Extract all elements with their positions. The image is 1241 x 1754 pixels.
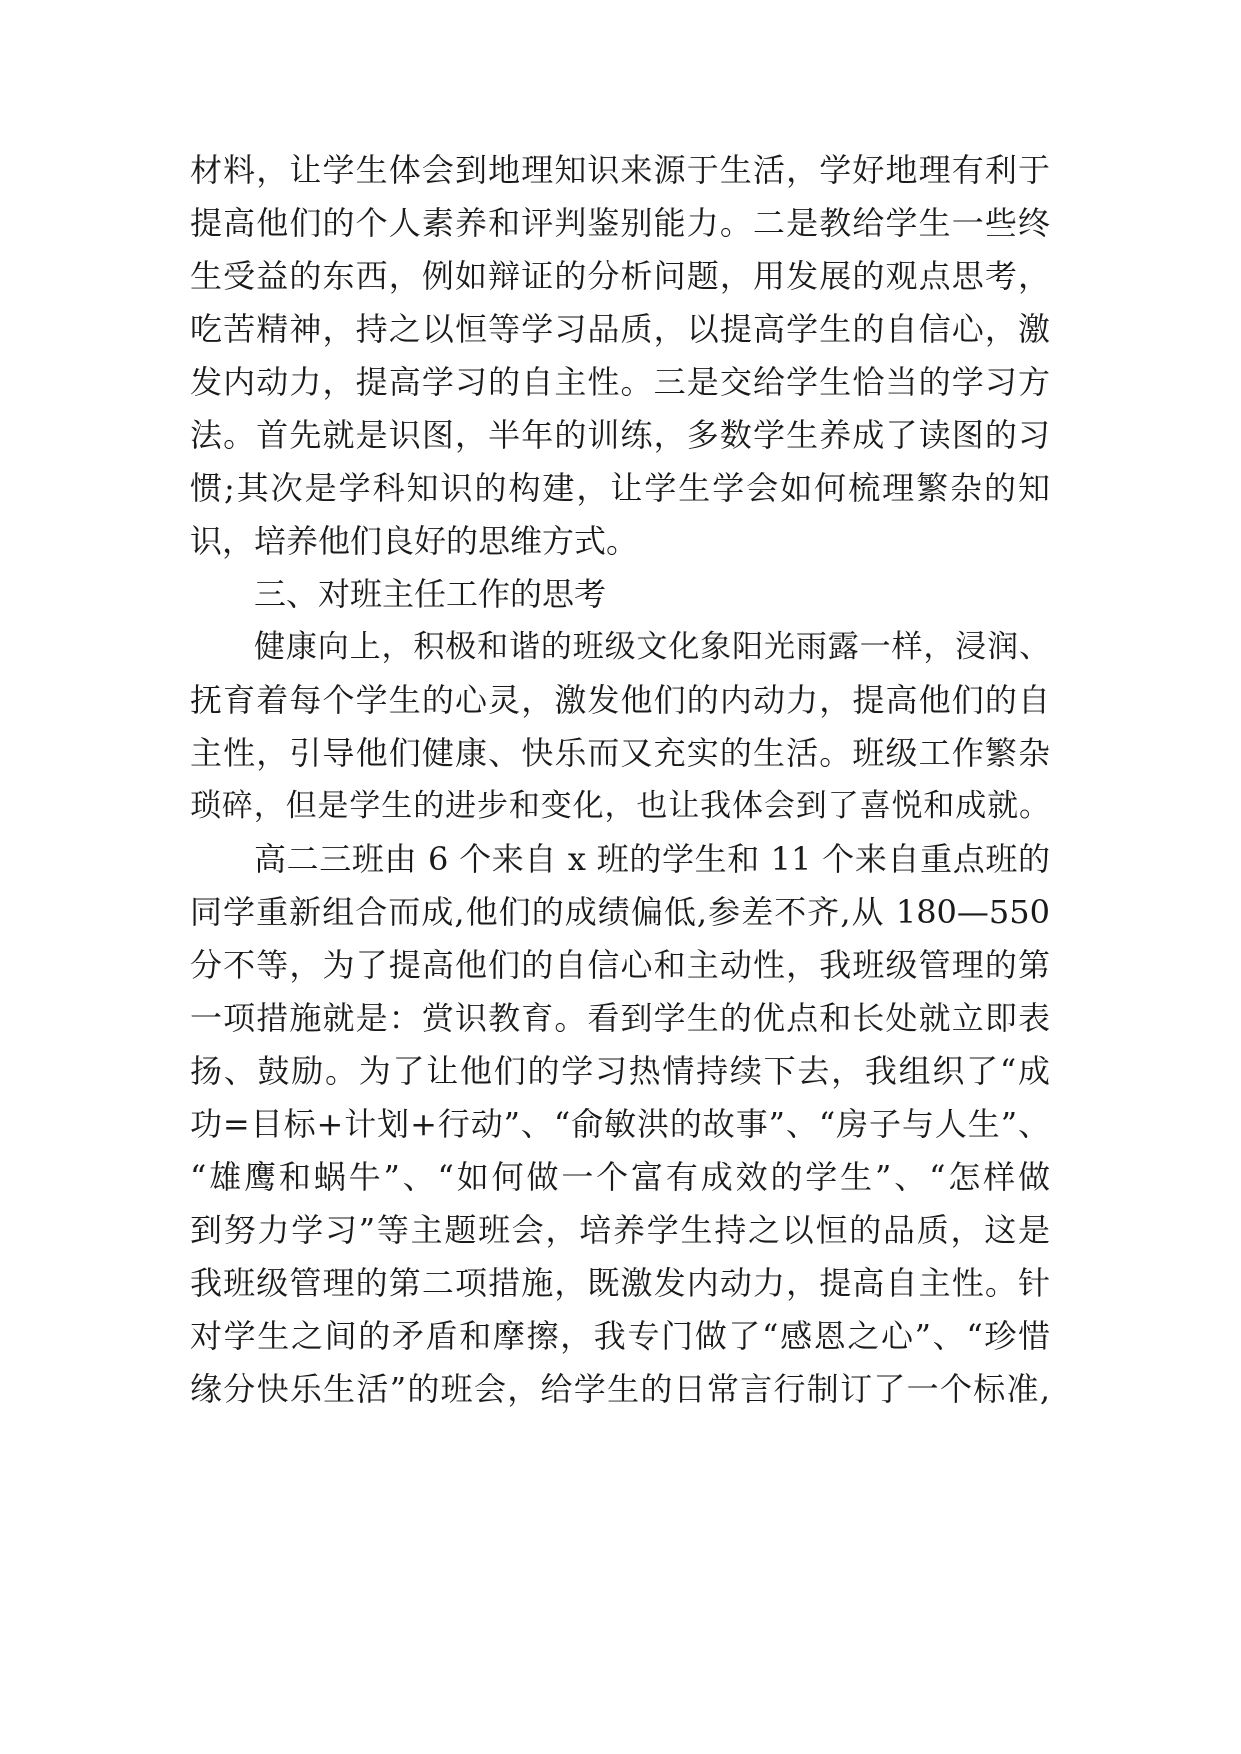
text-line: 提高他们的个人素养和评判鉴别能力。二是教给学生一些终 bbox=[190, 204, 1050, 242]
text-line: 材料，让学生体会到地理知识来源于生活，学好地理有利于 bbox=[190, 151, 1050, 189]
text-line: 抚育着每个学生的心灵，激发他们的内动力，提高他们的自 bbox=[190, 681, 1050, 719]
text-line: 同学重新组合而成,他们的成绩偏低,参差不齐,从 180—550 bbox=[190, 893, 1050, 931]
text-line: 识，培养他们良好的思维方式。 bbox=[190, 522, 639, 560]
text-line: 法。首先就是识图，半年的训练，多数学生养成了读图的习 bbox=[190, 416, 1050, 454]
text-line: 我班级管理的第二项措施，既激发内动力，提高自主性。针 bbox=[190, 1264, 1050, 1302]
text-line: 功=目标+计划+行动”、“俞敏洪的故事”、“房子与人生”、 bbox=[190, 1105, 1050, 1143]
text-line: 高二三班由 6 个来自 x 班的学生和 11 个来自重点班的 bbox=[254, 840, 1050, 878]
text-line: 分不等，为了提高他们的自信心和主动性，我班级管理的第 bbox=[190, 946, 1050, 984]
text-line: 对学生之间的矛盾和摩擦，我专门做了“感恩之心”、“珍惜 bbox=[190, 1317, 1050, 1355]
text-line: 到努力学习”等主题班会，培养学生持之以恒的品质，这是 bbox=[190, 1211, 1050, 1249]
text-line: 琐碎，但是学生的进步和变化，也让我体会到了喜悦和成就。 bbox=[190, 788, 1050, 824]
text-line: 惯;其次是学科知识的构建，让学生学会如何梳理繁杂的知 bbox=[190, 469, 1050, 507]
text-line: 健康向上，积极和谐的班级文化象阳光雨露一样，浸润、 bbox=[254, 629, 1050, 665]
text-line: 主性，引导他们健康、快乐而又充实的生活。班级工作繁杂 bbox=[190, 734, 1050, 772]
text-line: 一项措施就是：赏识教育。看到学生的优点和长处就立即表 bbox=[190, 999, 1050, 1037]
text-line: “雄鹰和蜗牛”、“如何做一个富有成效的学生”、“怎样做 bbox=[190, 1158, 1050, 1196]
text-line: 生受益的东西，例如辩证的分析问题，用发展的观点思考， bbox=[190, 257, 1050, 295]
text-line: 扬、鼓励。为了让他们的学习热情持续下去，我组织了“成 bbox=[190, 1052, 1050, 1090]
text-line: 缘分快乐生活”的班会，给学生的日常言行制订了一个标准, bbox=[190, 1370, 1050, 1408]
text-line: 发内动力，提高学习的自主性。三是交给学生恰当的学习方 bbox=[190, 363, 1050, 401]
section-heading: 三、对班主任工作的思考 bbox=[254, 575, 607, 613]
text-line: 吃苦精神，持之以恒等学习品质，以提高学生的自信心，激 bbox=[190, 310, 1050, 348]
